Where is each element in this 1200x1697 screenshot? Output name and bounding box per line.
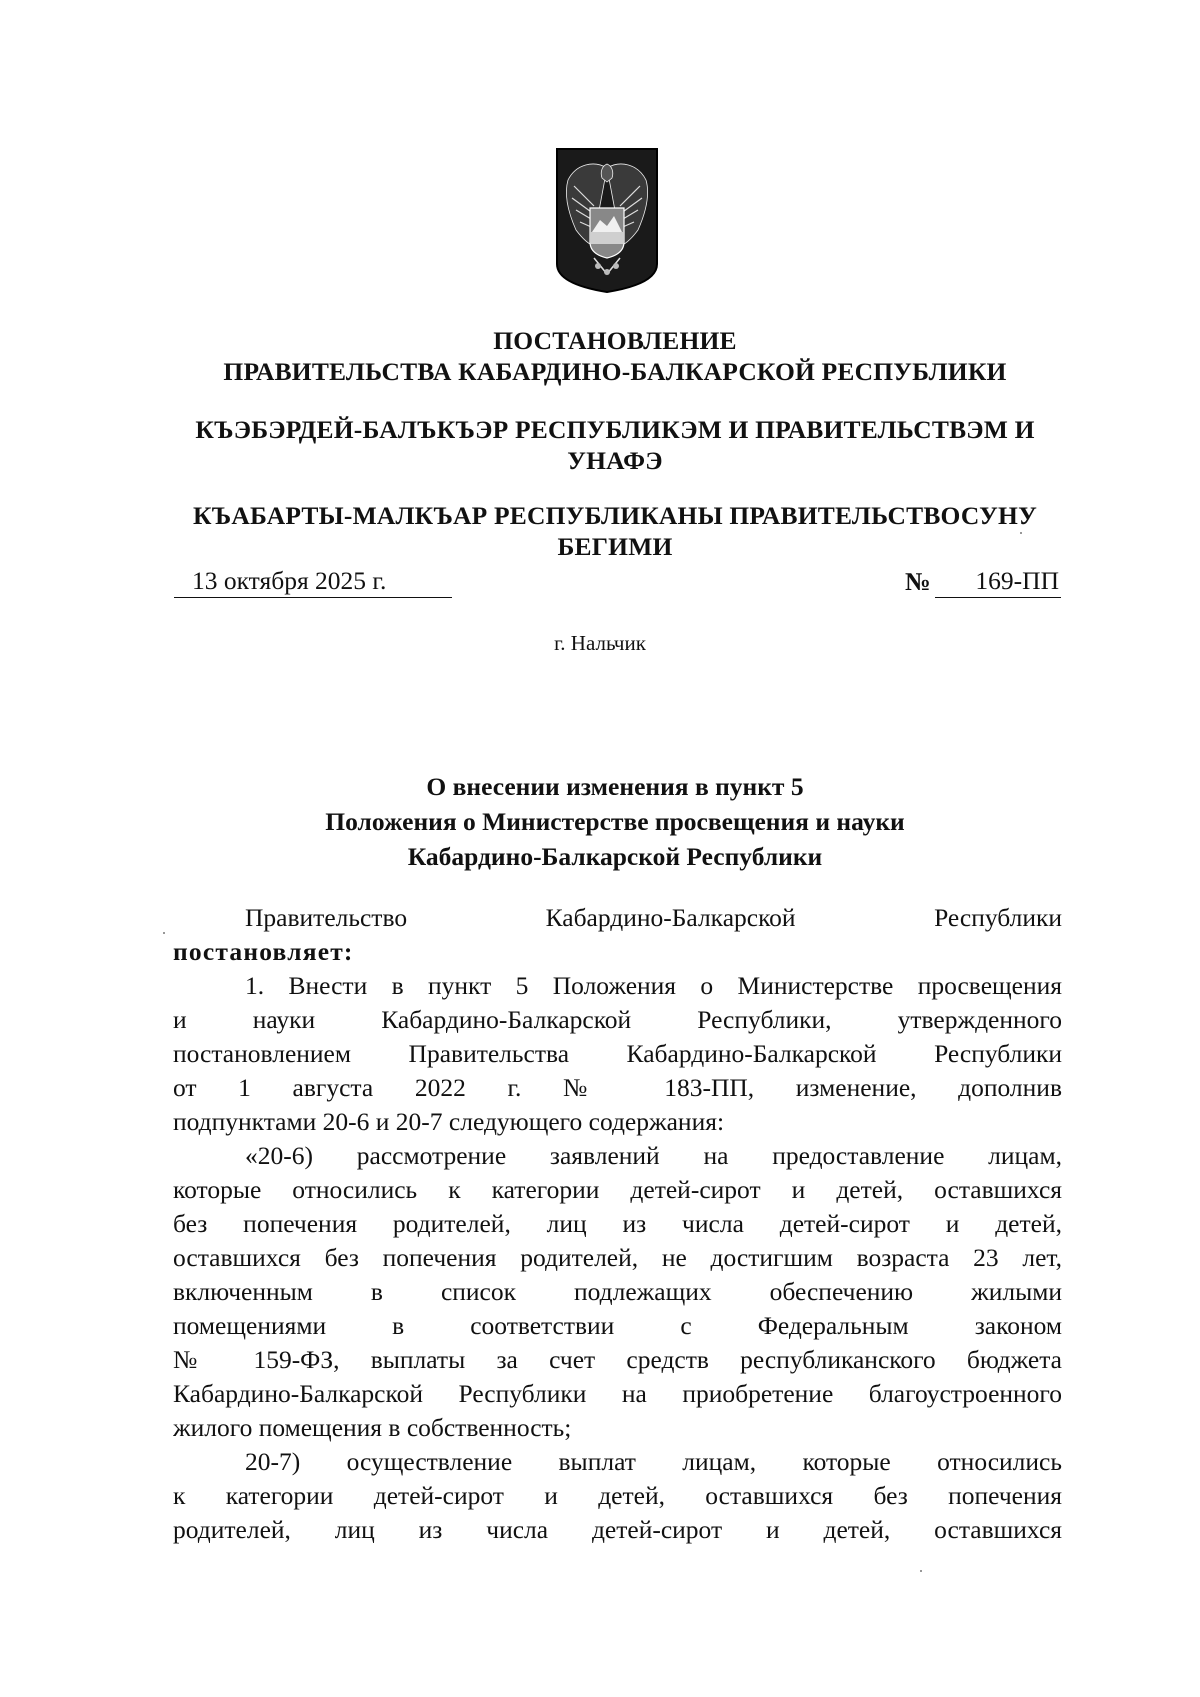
coat-of-arms-icon bbox=[554, 146, 660, 294]
body-line-decree-word: постановляет: bbox=[173, 937, 354, 966]
document-number bbox=[905, 565, 1061, 598]
scan-speck bbox=[1020, 532, 1022, 534]
subject-line-1: О внесении изменения в пункт 5 bbox=[426, 772, 804, 801]
body-line: 1. Внести в пункт 5 Положения о Министерстве просвещения bbox=[245, 971, 1062, 1000]
document-date: 13 октября 2025 г. bbox=[174, 565, 452, 598]
government-name-kabardian-line2: УНАФЭ bbox=[567, 446, 663, 475]
document-body bbox=[173, 901, 1062, 1547]
government-name-ru: ПРАВИТЕЛЬСТВА КАБАРДИНО-БАЛКАРСКОЙ РЕСПУБЛИКИ bbox=[223, 357, 1007, 386]
body-line: к категории детей-сирот и детей, оставшихся без попечения bbox=[173, 1481, 1062, 1510]
document-type-title: ПОСТАНОВЛЕНИЕ bbox=[493, 326, 737, 355]
body-line: Кабардино-Балкарской Республики на приобретение благоустроенного bbox=[173, 1379, 1062, 1408]
scan-speck bbox=[920, 1570, 922, 1572]
body-line: от 1 августа 2022 г. № 183-ПП, изменение, дополнив bbox=[173, 1073, 1062, 1102]
body-line: и науки Кабардино-Балкарской Республики, утвержденного bbox=[173, 1005, 1062, 1034]
number-value: 169-ПП bbox=[935, 565, 1061, 598]
body-line: Правительство Кабардино-Балкарской Республики bbox=[245, 903, 1062, 932]
body-line: помещениями в соответствии с Федеральным законом bbox=[173, 1311, 1062, 1340]
body-line: № 159-ФЗ, выплаты за счет средств республиканского бюджета bbox=[173, 1345, 1062, 1374]
government-name-balkar-line1: КЪАБАРТЫ-МАЛКЪАР РЕСПУБЛИКАНЫ ПРАВИТЕЛЬСТВОСУНУ bbox=[192, 501, 1038, 530]
body-line: «20-6) рассмотрение заявлений на предоставление лицам, bbox=[245, 1141, 1062, 1170]
government-name-kabardian-line1: КЪЭБЭРДЕЙ-БАЛЪКЪЭР РЕСПУБЛИКЭМ И ПРАВИТЕЛЬСТВЭМ И bbox=[195, 415, 1035, 444]
body-line: жилого помещения в собственность; bbox=[173, 1413, 572, 1442]
body-line: подпунктами 20-6 и 20-7 следующего содержания: bbox=[173, 1107, 725, 1136]
body-line: без попечения родителей, лиц из числа детей-сирот и детей, bbox=[173, 1209, 1062, 1238]
body-line: 20-7) осуществление выплат лицам, которые относились bbox=[245, 1447, 1062, 1476]
subject-line-2: Положения о Министерстве просвещения и науки bbox=[325, 807, 905, 836]
body-line: оставшихся без попечения родителей, не достигшим возраста 23 лет, bbox=[173, 1243, 1062, 1272]
government-name-balkar-line2: БЕГИМИ bbox=[557, 532, 673, 561]
document-city: г. Нальчик bbox=[554, 631, 646, 655]
body-line: родителей, лиц из числа детей-сирот и детей, оставшихся bbox=[173, 1515, 1062, 1544]
scan-speck bbox=[163, 932, 165, 934]
subject-line-3: Кабардино-Балкарской Республики bbox=[407, 842, 823, 871]
body-line: включенным в список подлежащих обеспечению жилыми bbox=[173, 1277, 1062, 1306]
body-line: которые относились к категории детей-сирот и детей, оставшихся bbox=[173, 1175, 1062, 1204]
number-sign: № bbox=[905, 567, 931, 596]
body-line: постановлением Правительства Кабардино-Балкарской Республики bbox=[173, 1039, 1062, 1068]
